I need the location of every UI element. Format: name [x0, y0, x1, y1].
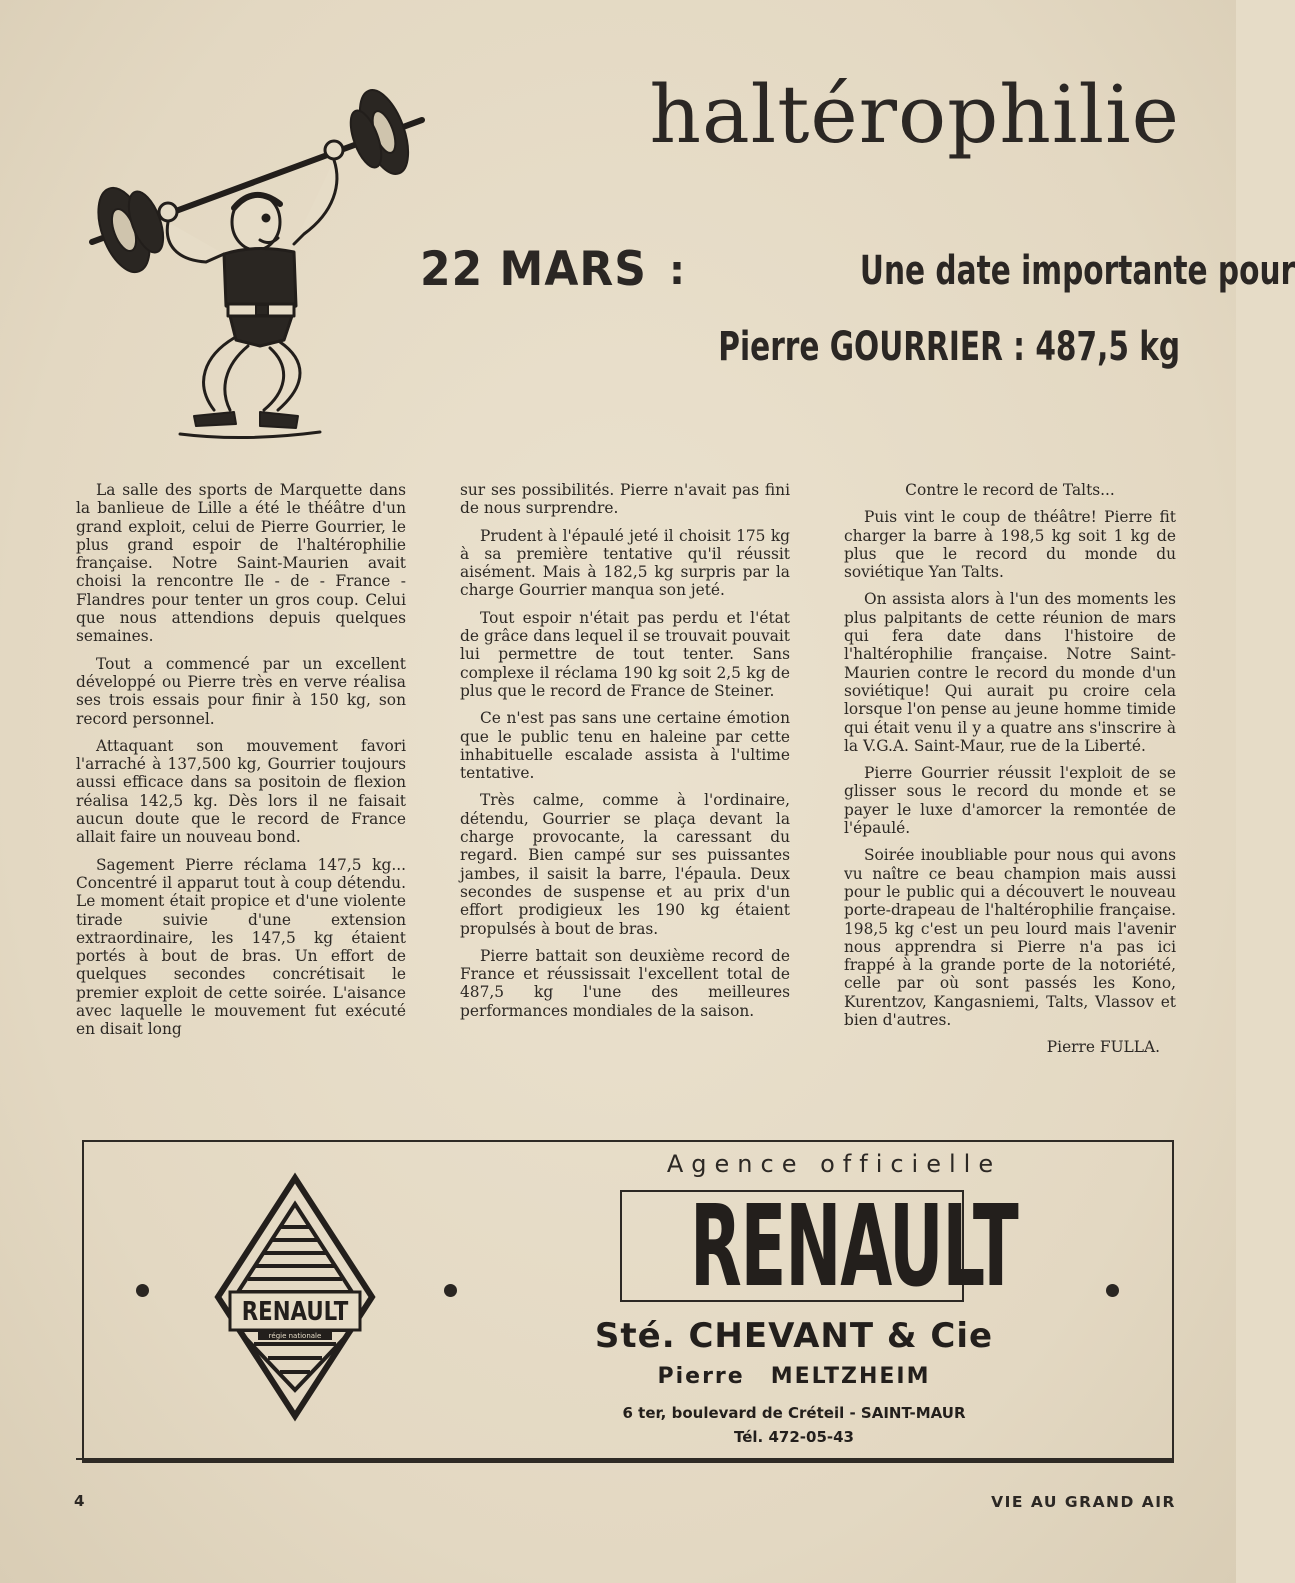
paragraph: Prudent à l'épaulé jeté il choisit 175 kg à sa première tentative qu'il réussit aisément. Mais à 182,5 kg surpris par la charge Gourrier manqua son jeté. — [460, 526, 790, 600]
headline-colon: : — [668, 248, 685, 294]
phone-number: Tél. 472-05-43 — [734, 1428, 854, 1446]
owner-last-name: MELTZHEIM — [770, 1364, 931, 1389]
paragraph: Tout a commencé par un excellent développé ou Pierre très en verve réalisa ses trois essais pour finir à 150 kg, son record personnel. — [76, 654, 406, 728]
paragraph: Pierre battait son deuxième record de France et réussissait l'excellent total de 487,5 kg l'une des meilleures performances mondiales de la saison. — [460, 946, 790, 1020]
company-name: Sté. CHEVANT & Cie — [594, 1316, 994, 1356]
article-body — [76, 481, 1176, 1121]
paragraph: Puis vint le coup de théâtre! Pierre fit charger la barre à 198,5 kg soit 1 kg de plus que le record du monde du soviétique Yan Talts. — [844, 508, 1176, 582]
address: 6 ter, boulevard de Créteil - SAINT-MAUR — [622, 1404, 966, 1422]
bullet-dot — [444, 1284, 457, 1297]
headline-line2: Pierre GOURRIER : 487,5 kg — [718, 324, 1180, 370]
subheading: Contre le record de Talts... — [905, 481, 1115, 499]
article-column-3 — [844, 481, 1176, 1066]
paragraph: Très calme, comme à l'ordinaire, détendu, Gourrier se plaça devant la charge provocante, la caressant du regard. Bien campé sur ses puissantes jambes, il saisit la barre, l'épaula. Deux secondes de suspense et au prix d'un effort prodigieux les 190 kg étaient propulsés à bout de bras. — [460, 791, 790, 938]
paragraph: Soirée inoubliable pour nous qui avons vu naître ce beau champion mais aussi pour le public qui a découvert le nouveau porte-drapeau de l'haltérophilie française. 198,5 kg c'est un peu lourd mais l'avenir nous apprendra si Pierre n'a pas ici frappé à la grande porte de la notoriété, celle par où sont passés les Kono, Kurentzov, Kangasniemi, Talts, Vlassov et bien d'autres. — [844, 846, 1176, 1030]
headline-date: 22 MARS — [420, 241, 647, 297]
magazine-name: VIE AU GRAND AIR — [991, 1493, 1176, 1511]
article-headline — [420, 236, 1295, 389]
bullet-dot — [136, 1284, 149, 1297]
paragraph: Attaquant son mouvement favori l'arraché à 137,500 kg, Gourrier toujours aussi efficace dans sa positoin de flexion réalisa 142,5 kg. Dès lors il ne faisait aucun doute que le record de France allait faire un nouveau bond. — [76, 736, 406, 847]
paragraph: Pierre Gourrier réussit l'exploit de se glisser sous le record du monde et se payer le luxe d'amorcer la remontée de l'épaulé. — [844, 764, 1176, 838]
brand-name: RENAULT — [690, 1182, 1018, 1312]
article-column-1 — [76, 481, 406, 1048]
logo-subtext: régie nationale — [268, 1332, 322, 1340]
paragraph: Tout espoir n'était pas perdu et l'état de grâce dans lequel il se trouvait pouvait lui permettre de tout tenter. Sans complexe il réclama 190 kg soit 2,5 kg de plus que le record de France de Steiner. — [460, 608, 790, 700]
paragraph: La salle des sports de Marquette dans la banlieue de Lille a été le théâtre d'un grand exploit, celui de Pierre Gourrier, le plus grand espoir de l'haltérophilie française. Notre Saint-Maurien avait choisi la rencontre Ile - de - France - Flandres pour tenter un gros coup. Celui que nous attendions depuis quelques semaines. — [76, 481, 406, 646]
paragraph: sur ses possibilités. Pierre n'avait pas fini de nous surprendre. — [460, 481, 790, 518]
ad-bottom-rule — [76, 1458, 1172, 1460]
section-kicker: haltérophilie — [649, 68, 1180, 161]
renault-logo — [214, 1174, 376, 1420]
article-column-2 — [460, 481, 790, 1029]
renault-advertisement — [82, 1140, 1174, 1463]
paragraph: Sagement Pierre réclama 147,5 kg... Concentré il apparut tout à coup détendu. Le moment était propice et d'une violente tirade suivie d'une extension extraordinaire, les 147,5 kg étaient portés à bout de bras. Un effort de quelques secondes concrétisait le premier exploit de cette soirée. L'aisance avec laquelle le mouvement fut exécuté en disait long — [76, 855, 406, 1039]
owner-name — [524, 1364, 1064, 1389]
paragraph: Ce n'est pas sans une certaine émotion que le public tenu en haleine par cette inhabituelle escalade assista à l'ultime tentative. — [460, 709, 790, 783]
agency-label: Agence officielle — [666, 1150, 1002, 1178]
weightlifter-illustration — [84, 84, 434, 454]
owner-first-name: Pierre — [657, 1364, 745, 1389]
author-signature: Pierre FULLA. — [1046, 1038, 1160, 1057]
paragraph: On assista alors à l'un des moments les plus palpitants de cette réunion de mars qui fera date dans l'histoire de l'haltérophilie française. Notre Saint-Maurien contre le record du monde d'un soviétique! Qui aurait pu croire cela lorsque l'on pense au jeune homme timide qui était venu il y a quatre ans s'inscrire à la V.G.A. Saint-Maur, rue de la Liberté. — [844, 590, 1176, 755]
page-number: 4 — [74, 1492, 85, 1510]
bullet-dot — [1106, 1284, 1119, 1297]
logo-brand-text: RENAULT — [241, 1295, 349, 1327]
brand-box — [620, 1182, 1018, 1312]
headline-line1: Une date importante pour — [859, 248, 1295, 294]
